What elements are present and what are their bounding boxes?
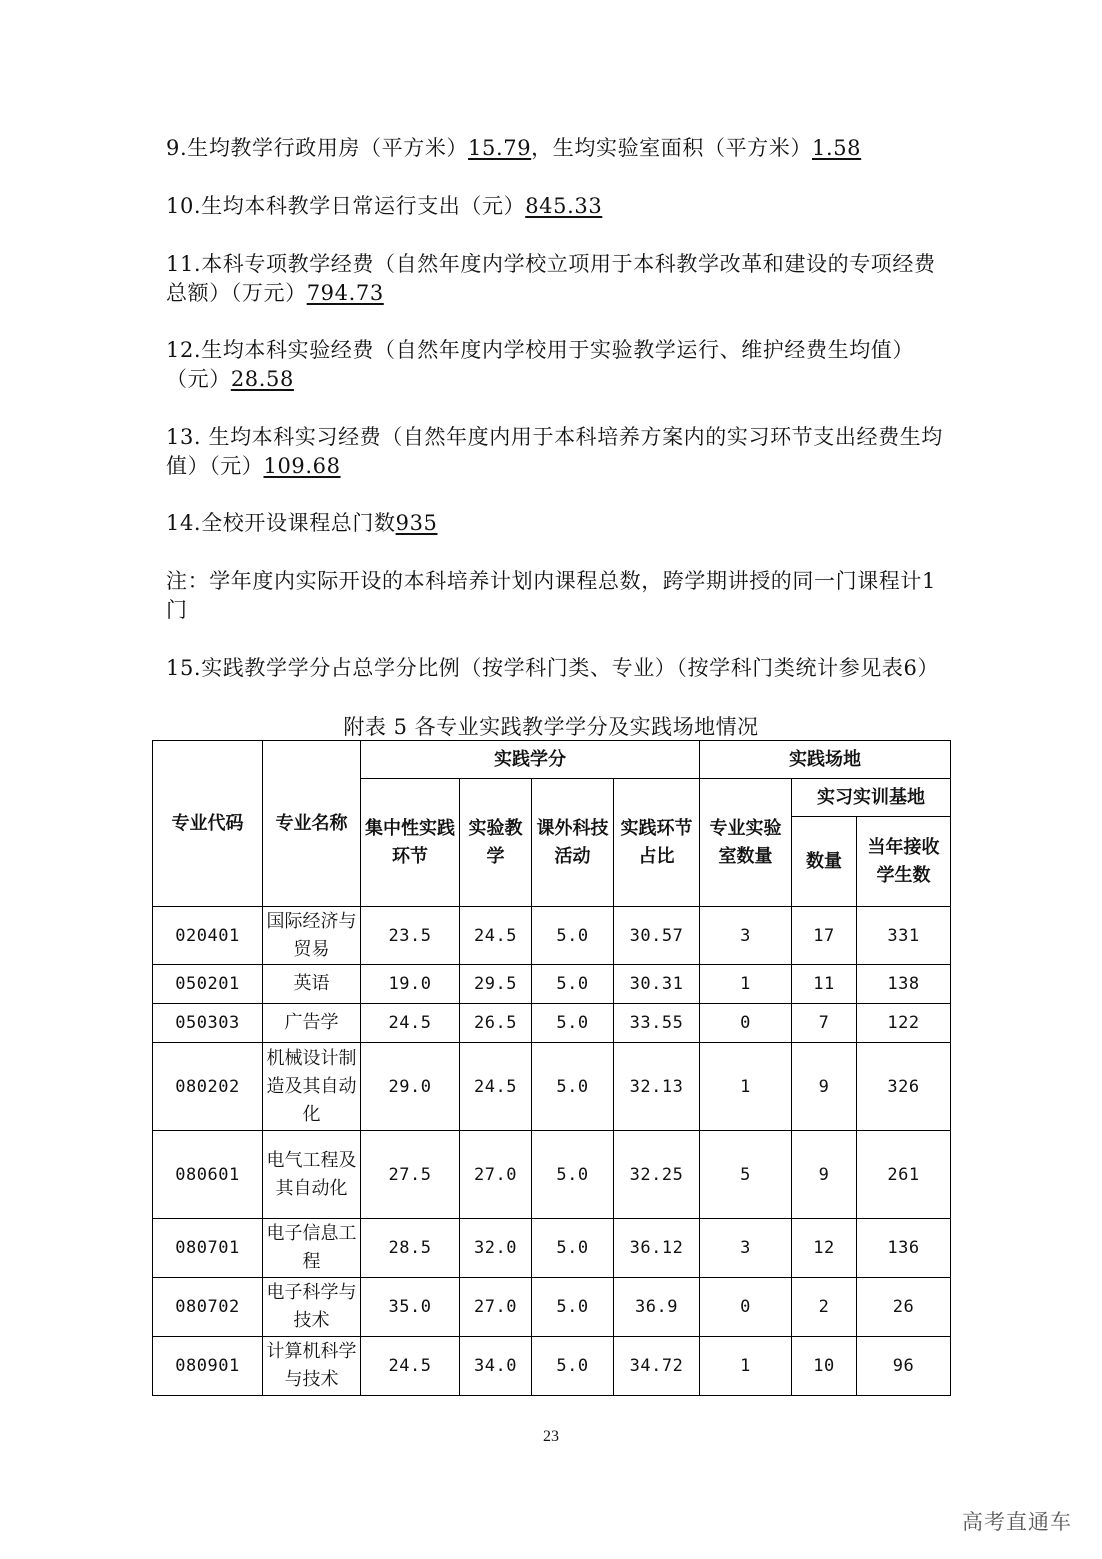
table-row <box>153 1004 951 1043</box>
table-row <box>153 1337 951 1396</box>
cell-code: 080901 <box>153 1337 263 1396</box>
cell-code: 050303 <box>153 1004 263 1043</box>
item-9-label: 9.生均教学行政用房（平方米） <box>166 136 469 160</box>
header-name: 专业名称 <box>263 741 361 907</box>
header-bases-group: 实习实训基地 <box>792 779 951 817</box>
cell-code: 080601 <box>153 1131 263 1219</box>
table-row <box>153 907 951 965</box>
item-11-label: 11.本科专项教学经费（自然年度内学校立项用于本科教学改革和建设的专项经费总额）（万元） <box>166 252 936 305</box>
cell-students: 136 <box>857 1219 951 1278</box>
cell-extracurricular: 5.0 <box>532 965 614 1004</box>
cell-base-count: 2 <box>792 1278 857 1337</box>
table-row <box>153 1131 951 1219</box>
cell-extracurricular: 5.0 <box>532 1337 614 1396</box>
cell-experiment: 32.0 <box>460 1219 532 1278</box>
cell-extracurricular: 5.0 <box>532 1131 614 1219</box>
item-9 <box>166 134 946 163</box>
page-number: 23 <box>543 1428 559 1445</box>
cell-ratio: 33.55 <box>614 1004 700 1043</box>
cell-labs: 0 <box>700 1278 792 1337</box>
header-concentrated: 集中性实践环节 <box>361 779 460 907</box>
cell-extracurricular: 5.0 <box>532 1278 614 1337</box>
cell-name: 机械设计制造及其自动化 <box>263 1043 361 1131</box>
cell-ratio: 32.13 <box>614 1043 700 1131</box>
cell-code: 080702 <box>153 1278 263 1337</box>
cell-students: 122 <box>857 1004 951 1043</box>
cell-experiment: 29.5 <box>460 965 532 1004</box>
cell-ratio: 34.72 <box>614 1337 700 1396</box>
cell-base-count: 11 <box>792 965 857 1004</box>
cell-students: 261 <box>857 1131 951 1219</box>
cell-concentrated: 23.5 <box>361 907 460 965</box>
cell-experiment: 34.0 <box>460 1337 532 1396</box>
cell-experiment: 24.5 <box>460 907 532 965</box>
header-labs: 专业实验室数量 <box>700 779 792 907</box>
cell-labs: 3 <box>700 1219 792 1278</box>
cell-concentrated: 35.0 <box>361 1278 460 1337</box>
cell-name: 国际经济与贸易 <box>263 907 361 965</box>
cell-labs: 1 <box>700 965 792 1004</box>
cell-ratio: 30.57 <box>614 907 700 965</box>
header-sites-group: 实践场地 <box>700 741 951 779</box>
cell-concentrated: 19.0 <box>361 965 460 1004</box>
item-13-value: 109.68 <box>263 454 341 478</box>
header-students: 当年接收学生数 <box>857 817 951 907</box>
cell-experiment: 27.0 <box>460 1278 532 1337</box>
cell-concentrated: 24.5 <box>361 1004 460 1043</box>
cell-code: 020401 <box>153 907 263 965</box>
table-caption: 附表 5 各专业实践教学学分及实践场地情况 <box>343 715 759 739</box>
cell-name: 广告学 <box>263 1004 361 1043</box>
table-row <box>153 1219 951 1278</box>
header-extracurricular: 课外科技活动 <box>532 779 614 907</box>
cell-name: 英语 <box>263 965 361 1004</box>
cell-base-count: 7 <box>792 1004 857 1043</box>
cell-concentrated: 24.5 <box>361 1337 460 1396</box>
cell-base-count: 10 <box>792 1337 857 1396</box>
cell-name: 电子科学与技术 <box>263 1278 361 1337</box>
watermark: 高考直通车 <box>962 1510 1072 1534</box>
item-13 <box>166 423 946 481</box>
header-code: 专业代码 <box>153 741 263 907</box>
cell-students: 326 <box>857 1043 951 1131</box>
note: 注：学年度内实际开设的本科培养计划内课程总数，跨学期讲授的同一门课程计1门 <box>166 569 936 622</box>
cell-extracurricular: 5.0 <box>532 1043 614 1131</box>
cell-experiment: 24.5 <box>460 1043 532 1131</box>
table-row <box>153 965 951 1004</box>
cell-base-count: 17 <box>792 907 857 965</box>
cell-concentrated: 29.0 <box>361 1043 460 1131</box>
item-15: 15.实践教学学分占总学分比例（按学科门类、专业）（按学科门类统计参见表6） <box>166 656 940 680</box>
item-14-value: 935 <box>395 511 438 535</box>
cell-experiment: 27.0 <box>460 1131 532 1219</box>
cell-ratio: 32.25 <box>614 1131 700 1219</box>
cell-base-count: 12 <box>792 1219 857 1278</box>
cell-code: 080701 <box>153 1219 263 1278</box>
table-row <box>153 1043 951 1131</box>
cell-students: 331 <box>857 907 951 965</box>
item-9-value-2: 1.58 <box>811 136 862 160</box>
cell-ratio: 36.9 <box>614 1278 700 1337</box>
practice-credits-table <box>152 740 951 1396</box>
item-10 <box>166 192 946 221</box>
cell-ratio: 36.12 <box>614 1219 700 1278</box>
cell-name: 电子信息工程 <box>263 1219 361 1278</box>
cell-code: 050201 <box>153 965 263 1004</box>
cell-experiment: 26.5 <box>460 1004 532 1043</box>
cell-name: 电气工程及其自动化 <box>263 1131 361 1219</box>
item-11-value: 794.73 <box>306 281 384 305</box>
cell-extracurricular: 5.0 <box>532 1004 614 1043</box>
cell-name: 计算机科学与技术 <box>263 1337 361 1396</box>
table-row <box>153 1278 951 1337</box>
item-12-value: 28.58 <box>230 367 294 391</box>
cell-base-count: 9 <box>792 1131 857 1219</box>
cell-ratio: 30.31 <box>614 965 700 1004</box>
item-9-value-1: 15.79 <box>468 136 532 160</box>
cell-base-count: 9 <box>792 1043 857 1131</box>
item-12 <box>166 336 946 394</box>
item-10-label: 10.生均本科教学日常运行支出（元） <box>166 194 526 218</box>
item-14 <box>166 509 946 538</box>
cell-extracurricular: 5.0 <box>532 1219 614 1278</box>
item-11 <box>166 250 946 308</box>
header-experiment: 实验教学 <box>460 779 532 907</box>
header-ratio: 实践环节占比 <box>614 779 700 907</box>
cell-labs: 0 <box>700 1004 792 1043</box>
item-14-label: 14.全校开设课程总门数 <box>166 511 396 535</box>
cell-labs: 1 <box>700 1337 792 1396</box>
header-credits-group: 实践学分 <box>361 741 700 779</box>
header-base-count: 数量 <box>792 817 857 907</box>
item-10-value: 845.33 <box>525 194 603 218</box>
cell-students: 26 <box>857 1278 951 1337</box>
item-12-label: 12.生均本科实验经费（自然年度内学校用于实验教学运行、维护经费生均值）（元） <box>166 338 914 391</box>
cell-labs: 5 <box>700 1131 792 1219</box>
cell-concentrated: 28.5 <box>361 1219 460 1278</box>
cell-extracurricular: 5.0 <box>532 907 614 965</box>
cell-labs: 3 <box>700 907 792 965</box>
item-9-label-2: ，生均实验室面积（平方米） <box>531 136 812 160</box>
cell-students: 96 <box>857 1337 951 1396</box>
item-13-label: 13. 生均本科实习经费（自然年度内用于本科培养方案内的实习环节支出经费生均值）（元） <box>166 425 943 478</box>
cell-concentrated: 27.5 <box>361 1131 460 1219</box>
cell-code: 080202 <box>153 1043 263 1131</box>
cell-labs: 1 <box>700 1043 792 1131</box>
cell-students: 138 <box>857 965 951 1004</box>
